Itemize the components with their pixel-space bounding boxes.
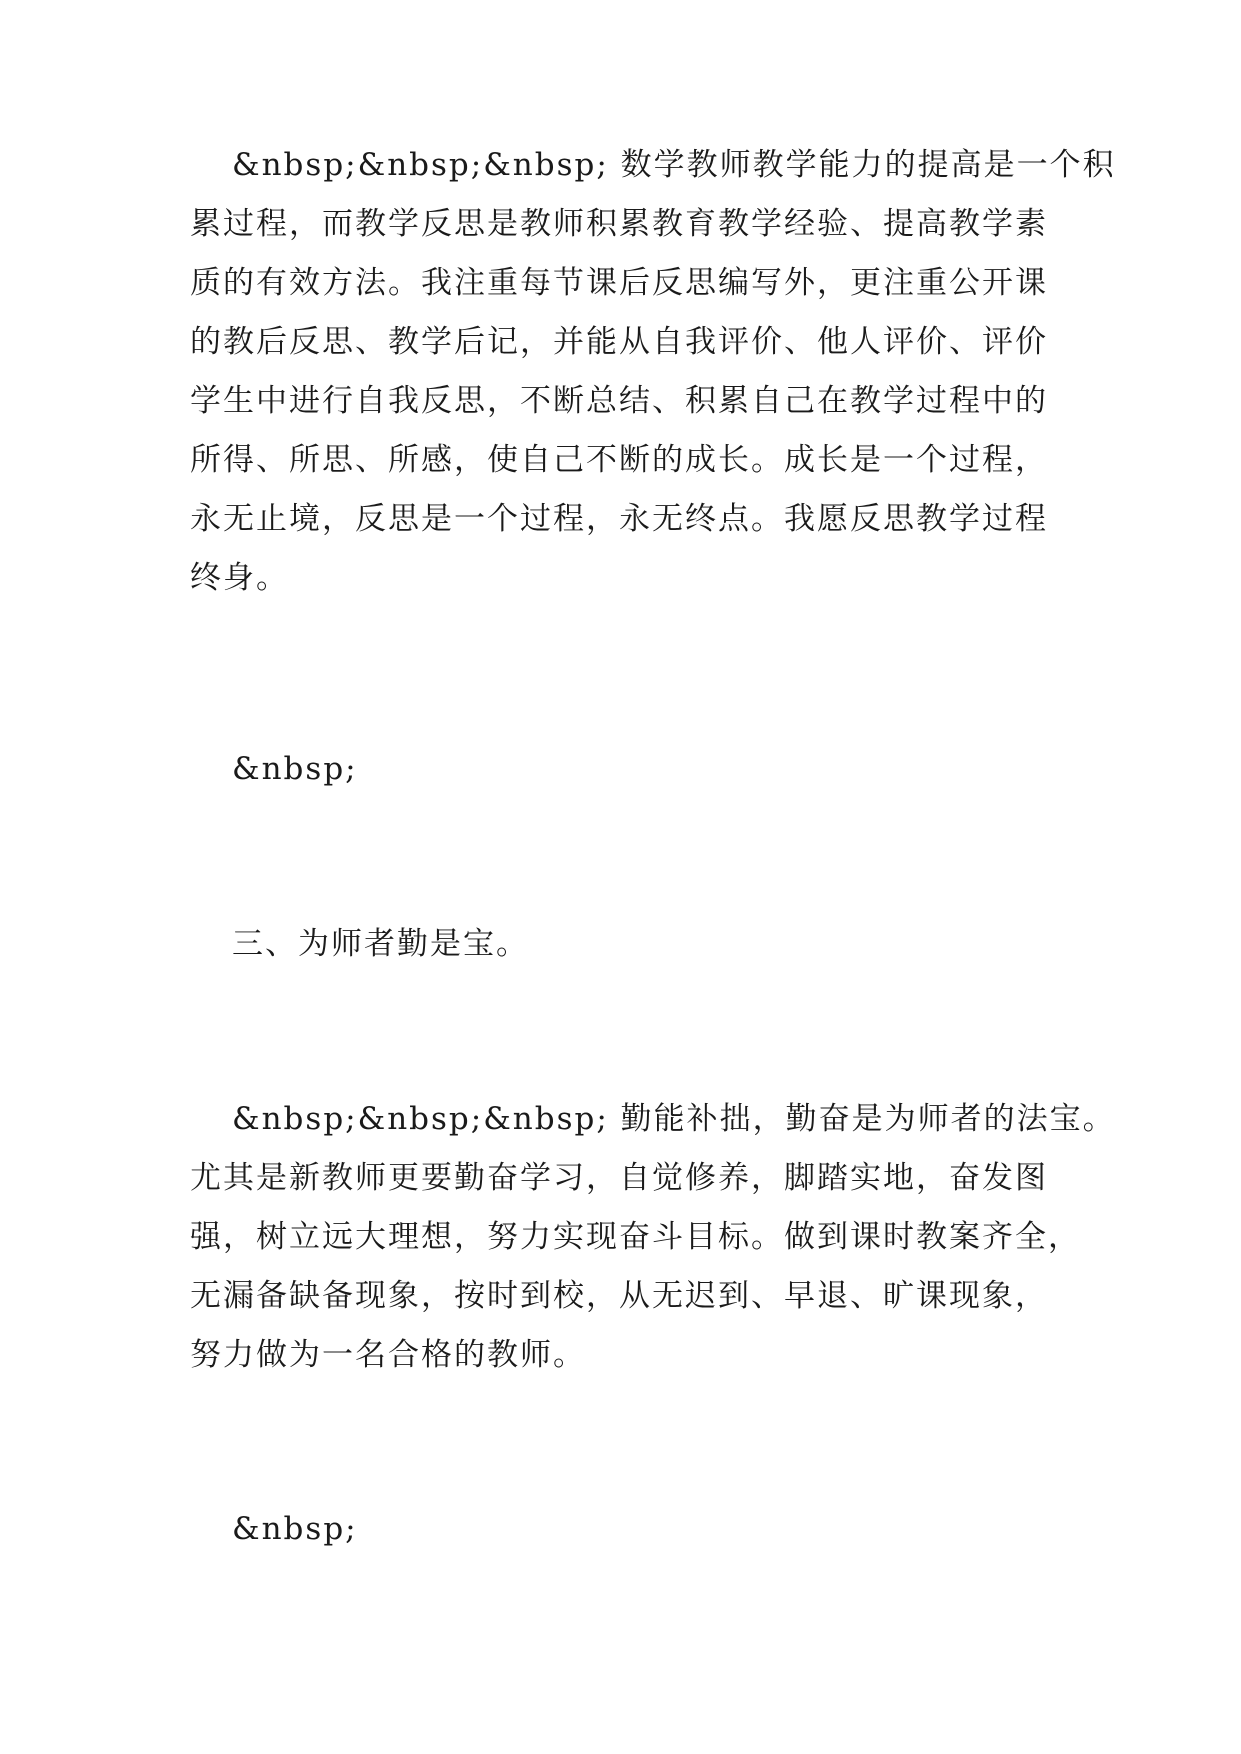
text-line: 努力做为一名合格的教师。 — [190, 1337, 586, 1373]
text-line: &nbsp; — [232, 751, 358, 787]
paragraph-diligence — [190, 1090, 1116, 1385]
text-line: 强，树立远大理想，努力实现奋斗目标。做到课时教案齐全， — [190, 1219, 1081, 1255]
paragraph-spacer — [190, 740, 1070, 799]
text-line: 质的有效方法。我注重每节课后反思编写外，更注重公开课 — [190, 265, 1048, 301]
heading-text: 三、为师者勤是宝。 — [232, 926, 529, 962]
text-line: 学生中进行自我反思，不断总结、积累自己在教学过程中的 — [190, 383, 1048, 419]
text-line: &nbsp;&nbsp;&nbsp; 勤能补拙，勤奋是为师者的法宝。 — [232, 1101, 1116, 1137]
paragraph-spacer — [190, 1500, 1070, 1559]
text-line: &nbsp; — [232, 1511, 358, 1547]
text-line: 所得、所思、所感，使自己不断的成长。成长是一个过程， — [190, 442, 1048, 478]
section-heading — [190, 915, 1070, 974]
paragraph-reflection — [190, 136, 1116, 608]
text-line: 永无止境，反思是一个过程，永无终点。我愿反思教学过程 — [190, 501, 1048, 537]
text-line: 累过程，而教学反思是教师积累教育教学经验、提高教学素 — [190, 206, 1048, 242]
text-line: 尤其是新教师更要勤奋学习，自觉修养，脚踏实地，奋发图 — [190, 1160, 1048, 1196]
text-line: 无漏备缺备现象，按时到校，从无迟到、早退、旷课现象， — [190, 1278, 1048, 1314]
text-line: 终身。 — [190, 560, 289, 596]
text-line: &nbsp;&nbsp;&nbsp; 数学教师教学能力的提高是一个积 — [232, 147, 1116, 183]
text-line: 的教后反思、教学后记，并能从自我评价、他人评价、评价 — [190, 324, 1048, 360]
